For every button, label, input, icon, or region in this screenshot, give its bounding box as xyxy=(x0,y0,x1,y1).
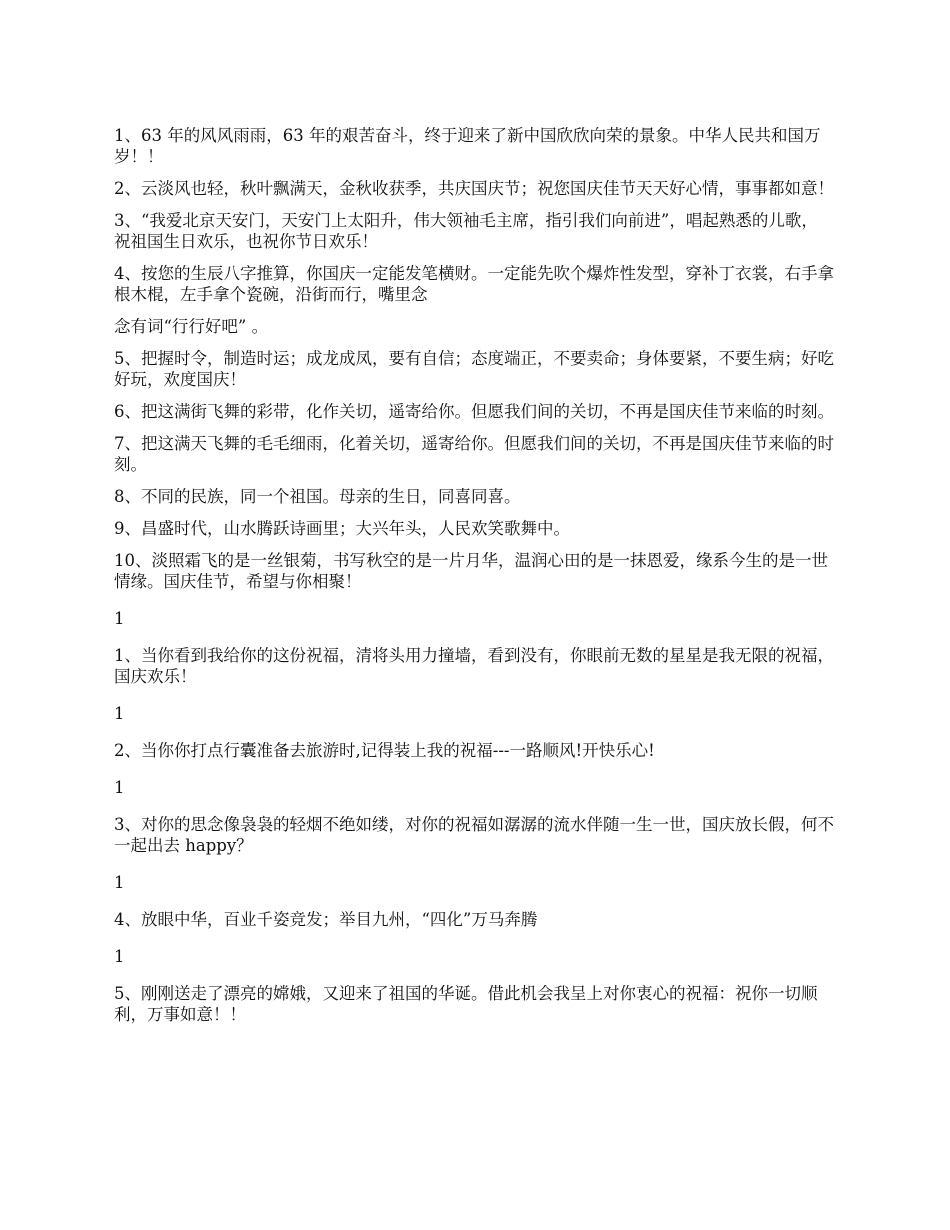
paragraph-1: 1、63 年的风风雨雨，63 年的艰苦奋斗，终于迎来了新中国欣欣向荣的景象。中华人民共和国万岁！！ xyxy=(114,126,821,166)
paragraph-10: 10、淡照霜飞的是一丝银菊，书写秋空的是一片月华，温润心田的是一抹恩爱，缘系今生的是一世情缘。国庆佳节，希望与你相聚！ xyxy=(114,551,828,591)
paragraph-2: 2、云淡风也轻，秋叶飘满天，金秋收获季，共庆国庆节；祝您国庆佳节天天好心情，事事都如意！ xyxy=(114,179,834,198)
section-number: 1 xyxy=(114,873,125,892)
paragraph-4: 4、按您的生辰八字推算，你国庆一定能发笔横财。一定能先吹个爆炸性发型，穿补丁衣裳，右手拿根木棍，左手拿个瓷碗，沿街而行，嘴里念 xyxy=(114,264,834,304)
wish-5: 5、刚刚送走了漂亮的嫦娥，又迎来了祖国的华诞。借此机会我呈上对你衷心的祝福：祝你一切顺利，万事如意！！ xyxy=(114,984,818,1024)
section-number: 1 xyxy=(114,704,125,723)
wish-1: 1、当你看到我给你的这份祝福，清将头用力撞墙，看到没有，你眼前无数的星星是我无限的祝福，国庆欢乐！ xyxy=(114,646,834,686)
paragraph-5: 5、把握时令，制造时运；成龙成凤，要有自信；态度端正，不要卖命；身体要紧，不要生病；好吃好玩，欢度国庆！ xyxy=(114,349,834,389)
wish-4: 4、放眼中华，百业千姿竞发；举目九州，“四化”万马奔腾 xyxy=(114,910,538,929)
section-number: 1 xyxy=(114,609,125,628)
paragraph-4-continued: 念有词“行行好吧” 。 xyxy=(114,317,269,336)
paragraph-3: 3、“我爱北京天安门，天安门上太阳升，伟大领袖毛主席，指引我们向前进”，唱起熟悉的儿歌，祝祖国生日欢乐，也祝你节日欢乐！ xyxy=(114,211,818,251)
wish-3: 3、对你的思念像袅袅的轻烟不绝如缕，对你的祝福如潺潺的流水伴随一生一世，国庆放长假，何不一起出去 happy？ xyxy=(114,815,834,855)
section-number: 1 xyxy=(114,947,125,966)
document-body xyxy=(114,125,834,1036)
paragraph-7: 7、把这满天飞舞的毛毛细雨，化着关切，遥寄给你。但愿我们间的关切，不再是国庆佳节来临的时刻。 xyxy=(114,434,834,474)
paragraph-9: 9、昌盛时代，山水腾跃诗画里；大兴年头，人民欢笑歌舞中。 xyxy=(114,519,570,538)
wish-2: 2、当你你打点行囊准备去旅游时,记得装上我的祝福---一路顺风!开快乐心! xyxy=(114,741,655,760)
paragraph-6: 6、把这满街飞舞的彩带，化作关切，遥寄给你。但愿我们间的关切，不再是国庆佳节来临的时刻。 xyxy=(114,402,834,421)
paragraph-8: 8、不同的民族，同一个祖国。母亲的生日，同喜同喜。 xyxy=(114,487,521,506)
section-number: 1 xyxy=(114,778,125,797)
